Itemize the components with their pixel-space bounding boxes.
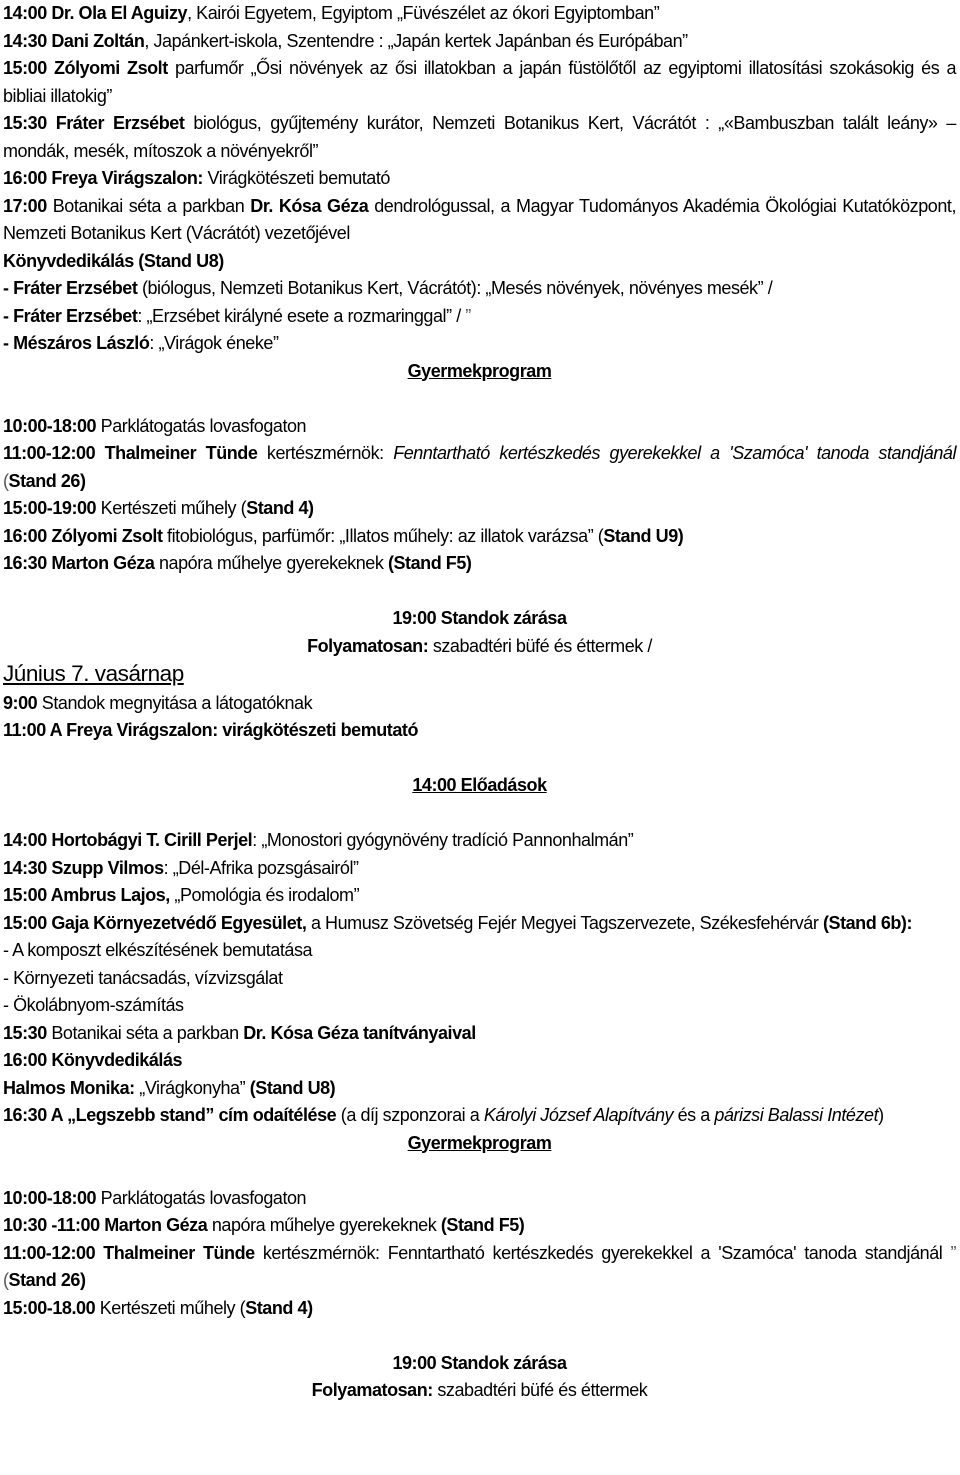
program-entry bbox=[3, 193, 956, 248]
entry-text: napóra műhelye gyerekeknek bbox=[207, 1215, 441, 1235]
entry-bold-text: Halmos Monika: bbox=[3, 1077, 135, 1098]
program-entry bbox=[3, 0, 956, 28]
entry-text: (a díj szponzorai a bbox=[336, 1105, 484, 1125]
saturday-kids-heading bbox=[3, 358, 956, 386]
entry-text: parfumőr „Ősi növények az ősi illatokban a japán füstölőtől az egyiptomi illatosítási szokásokig és a bibliai illatokig” bbox=[3, 58, 957, 106]
saturday-lectures bbox=[3, 0, 956, 358]
spacer bbox=[3, 578, 956, 606]
entry-bold-text: 11:00 A Freya Virágszalon: virágkötészeti bemutató bbox=[3, 720, 418, 740]
entry-italic-text: párizsi Balassi Intézet bbox=[714, 1105, 879, 1125]
entry-bold-text: 16:00 Könyvdedikálás bbox=[3, 1050, 183, 1070]
entry-text: Virágkötészeti bemutató bbox=[202, 168, 390, 188]
entry-bold-text: 10:30 -11:00 Marton Géza bbox=[3, 1215, 208, 1235]
entry-text: kertészmérnök: bbox=[257, 443, 394, 463]
sunday-date: Június 7. vasárnap bbox=[3, 661, 184, 686]
program-entry bbox=[3, 717, 956, 745]
entry-text: : „Erzsébet királyné esete a rozmaringgal” / bbox=[137, 305, 461, 326]
entry-text: - Ökolábnyom-számítás bbox=[3, 995, 184, 1015]
entry-bold-text: 15:30 bbox=[3, 1022, 47, 1043]
program-entry bbox=[3, 937, 956, 965]
spacer bbox=[3, 745, 956, 773]
entry-bold-text: 15:00 Gaja Környezetvédő Egyesület, bbox=[3, 912, 307, 933]
entry-bold-text: 16:30 Marton Géza bbox=[3, 553, 155, 573]
entry-bold-text: 14:30 Szupp Vilmos bbox=[3, 857, 164, 878]
program-entry bbox=[3, 992, 956, 1020]
spacer bbox=[3, 1157, 956, 1185]
entry-text: , Kairói Egyetem, Egyiptom „Füvészélet az ókori Egyiptomban” bbox=[187, 3, 660, 23]
sunday-lectures bbox=[3, 827, 956, 1130]
entry-italic-text: Fenntartható kertészkedés gyerekekkel a 'Szamóca' tanoda standjánál bbox=[393, 443, 956, 463]
entry-text: ( bbox=[3, 470, 9, 491]
entry-bold-text: - Mészáros László bbox=[3, 333, 150, 353]
entry-bold-text: 15:00-18.00 bbox=[3, 1297, 96, 1318]
saturday-food-text: szabadtéri büfé és éttermek / bbox=[428, 635, 652, 656]
entry-text: Botanikai séta a parkban bbox=[46, 1022, 244, 1043]
entry-bold-text: 11:00-12:00 Thalmeiner Tünde bbox=[3, 1242, 255, 1263]
sunday-food bbox=[3, 1377, 956, 1405]
entry-bold-text: 9:00 bbox=[3, 692, 38, 713]
entry-text: „Virágkonyha” bbox=[134, 1077, 250, 1098]
program-entry bbox=[3, 550, 956, 578]
entry-bold-text: 14:00 Dr. Ola El Aguizy bbox=[3, 3, 188, 23]
saturday-closing-text: 19:00 Standok zárása bbox=[392, 608, 567, 628]
entry-text: : „Virágok éneke” bbox=[149, 333, 279, 353]
entry-bold-text: 16:00 Freya Virágszalon: bbox=[3, 168, 203, 188]
entry-text: Standok megnyitása a látogatóknak bbox=[37, 692, 313, 713]
program-entry bbox=[3, 1212, 956, 1240]
entry-bold-text: (Stand F5) bbox=[440, 1215, 525, 1235]
program-entry bbox=[3, 165, 956, 193]
entry-text: a Humusz Szövetség Fejér Megyei Tagszervezete, Székesfehérvár bbox=[306, 912, 823, 933]
sunday-lectures-heading bbox=[3, 772, 956, 800]
program-entry bbox=[3, 965, 956, 993]
program-entry bbox=[3, 275, 956, 303]
entry-text: : „Monostori gyógynövény tradíció Pannonhalmán” bbox=[252, 830, 634, 850]
sunday-kids-heading bbox=[3, 1130, 956, 1158]
entry-text: ” ( bbox=[3, 1242, 956, 1290]
program-entry bbox=[3, 1295, 956, 1323]
sunday-closing-text: 19:00 Standok zárása bbox=[392, 1352, 567, 1373]
entry-text: : „Dél-Afrika pozsgásairól” bbox=[163, 857, 359, 878]
entry-text: kertészmérnök: Fenntartható kertészkedés gyerekekkel a 'Szamóca' tanoda standjánál bbox=[254, 1242, 951, 1263]
entry-bold-text: 15:00-19:00 bbox=[3, 498, 97, 518]
entry-bold-text: (Stand F5) bbox=[387, 553, 472, 573]
entry-text: dendrológussal, a Magyar Tudományos Akadémia Ökológiai Kutatóközpont, Nemzeti Botanikus Kert (Vácrátót) vezetőjével bbox=[3, 195, 956, 243]
entry-text: - Környezeti tanácsadás, vízvizsgálat bbox=[3, 967, 283, 988]
entry-text: (biólogus, Nemzeti Botanikus Kert, Vácrátót): „Mesés növények, növényes mesék” / bbox=[137, 278, 773, 298]
entry-text: Kertészeti műhely ( bbox=[96, 498, 247, 518]
saturday-kids-title: Gyermekprogram bbox=[407, 360, 552, 381]
program-entry bbox=[3, 495, 956, 523]
program-entry bbox=[3, 690, 956, 718]
program-entry bbox=[3, 1020, 956, 1048]
entry-bold-text: Stand U9) bbox=[603, 525, 684, 546]
sunday-food-text: szabadtéri büfé és éttermek bbox=[432, 1380, 648, 1400]
entry-text: Kertészeti műhely ( bbox=[95, 1297, 246, 1318]
entry-bold-text: (Stand U8) bbox=[249, 1077, 336, 1098]
sunday-lectures-title: 14:00 Előadások bbox=[412, 775, 547, 795]
entry-text: „Pomológia és irodalom” bbox=[169, 885, 360, 905]
entry-bold-text: Stand 26) bbox=[8, 1270, 86, 1290]
entry-text: ” bbox=[460, 305, 471, 326]
program-entry bbox=[3, 55, 956, 110]
spacer bbox=[3, 1322, 956, 1350]
entry-text: Parklátogatás lovasfogaton bbox=[96, 1187, 307, 1208]
entry-bold-text: 14:30 Dani Zoltán bbox=[3, 30, 145, 51]
program-entry bbox=[3, 1075, 956, 1103]
sunday-kids-program bbox=[3, 1185, 956, 1323]
program-entry bbox=[3, 855, 956, 883]
saturday-food-label: Folyamatosan: bbox=[307, 635, 429, 656]
program-entry bbox=[3, 1185, 956, 1213]
entry-bold-text: (Stand 6b): bbox=[822, 912, 913, 933]
entry-bold-text: Dr. Kósa Géza bbox=[250, 195, 369, 216]
entry-bold-text: 17:00 bbox=[3, 195, 47, 216]
entry-text: fitobiológus, parfümőr: „Illatos műhely: az illatok varázsa” ( bbox=[162, 525, 604, 546]
entry-bold-text: 11:00-12:00 Thalmeiner Tünde bbox=[3, 443, 258, 463]
program-entry bbox=[3, 910, 956, 938]
entry-text: napóra műhelye gyerekeknek bbox=[154, 553, 388, 573]
program-entry bbox=[3, 303, 956, 331]
program-entry bbox=[3, 440, 956, 495]
program-entry bbox=[3, 1047, 956, 1075]
saturday-closing bbox=[3, 605, 956, 633]
entry-bold-text: 15:00 Zólyomi Zsolt bbox=[3, 58, 168, 78]
entry-text: Botanikai séta a parkban bbox=[46, 195, 251, 216]
entry-bold-text: Könyvdedikálás (Stand U8) bbox=[3, 250, 224, 271]
entry-bold-text: - Fráter Erzsébet bbox=[3, 278, 138, 298]
entry-bold-text: 16:00 Zólyomi Zsolt bbox=[3, 525, 163, 546]
saturday-food bbox=[3, 633, 956, 661]
entry-bold-text: 15:00 Ambrus Lajos, bbox=[3, 885, 170, 905]
program-entry bbox=[3, 827, 956, 855]
program-entry bbox=[3, 1240, 956, 1295]
entry-bold-text: 16:30 A „Legszebb stand” cím odaítélése bbox=[3, 1105, 337, 1125]
entry-bold-text: 15:30 Fráter Erzsébet bbox=[3, 113, 185, 133]
program-entry bbox=[3, 882, 956, 910]
entry-bold-text: - Fráter Erzsébet bbox=[3, 305, 138, 326]
entry-bold-text: Stand 4) bbox=[246, 498, 314, 518]
program-entry bbox=[3, 1102, 956, 1130]
entry-text: és a bbox=[673, 1105, 715, 1125]
spacer bbox=[3, 800, 956, 828]
program-entry bbox=[3, 330, 956, 358]
entry-text: Parklátogatás lovasfogaton bbox=[96, 415, 307, 436]
sunday-food-label: Folyamatosan: bbox=[311, 1380, 433, 1400]
entry-bold-text: Stand 4) bbox=[245, 1297, 313, 1318]
program-entry bbox=[3, 28, 956, 56]
entry-text: ) bbox=[878, 1105, 884, 1125]
entry-bold-text: 10:00-18:00 bbox=[3, 415, 97, 436]
program-entry bbox=[3, 413, 956, 441]
spacer bbox=[3, 385, 956, 413]
program-entry bbox=[3, 248, 956, 276]
entry-bold-text: 14:00 Hortobágyi T. Cirill Perjel bbox=[3, 830, 253, 850]
program-entry bbox=[3, 523, 956, 551]
sunday-closing bbox=[3, 1350, 956, 1378]
entry-bold-text: Dr. Kósa Géza tanítványaival bbox=[243, 1022, 476, 1043]
saturday-kids-program bbox=[3, 413, 956, 578]
sunday-date-line bbox=[3, 660, 956, 690]
entry-text: - A komposzt elkészítésének bemutatása bbox=[3, 940, 313, 960]
sunday-opening bbox=[3, 690, 956, 745]
program-entry bbox=[3, 110, 956, 165]
entry-text: biológus, gyűjtemény kurátor, Nemzeti Botanikus Kert, Vácrátót : „«Bambuszban talált leány» – mondák, mesék, mítoszok a növényekről” bbox=[3, 113, 956, 161]
entry-bold-text: Stand 26) bbox=[8, 470, 86, 491]
entry-text: , Japánkert-iskola, Szentendre : „Japán kertek Japánban és Európában” bbox=[144, 30, 688, 51]
entry-bold-text: 10:00-18:00 bbox=[3, 1187, 97, 1208]
sunday-kids-title: Gyermekprogram bbox=[407, 1132, 552, 1153]
entry-italic-text: Károlyi József Alapítvány bbox=[483, 1105, 674, 1125]
